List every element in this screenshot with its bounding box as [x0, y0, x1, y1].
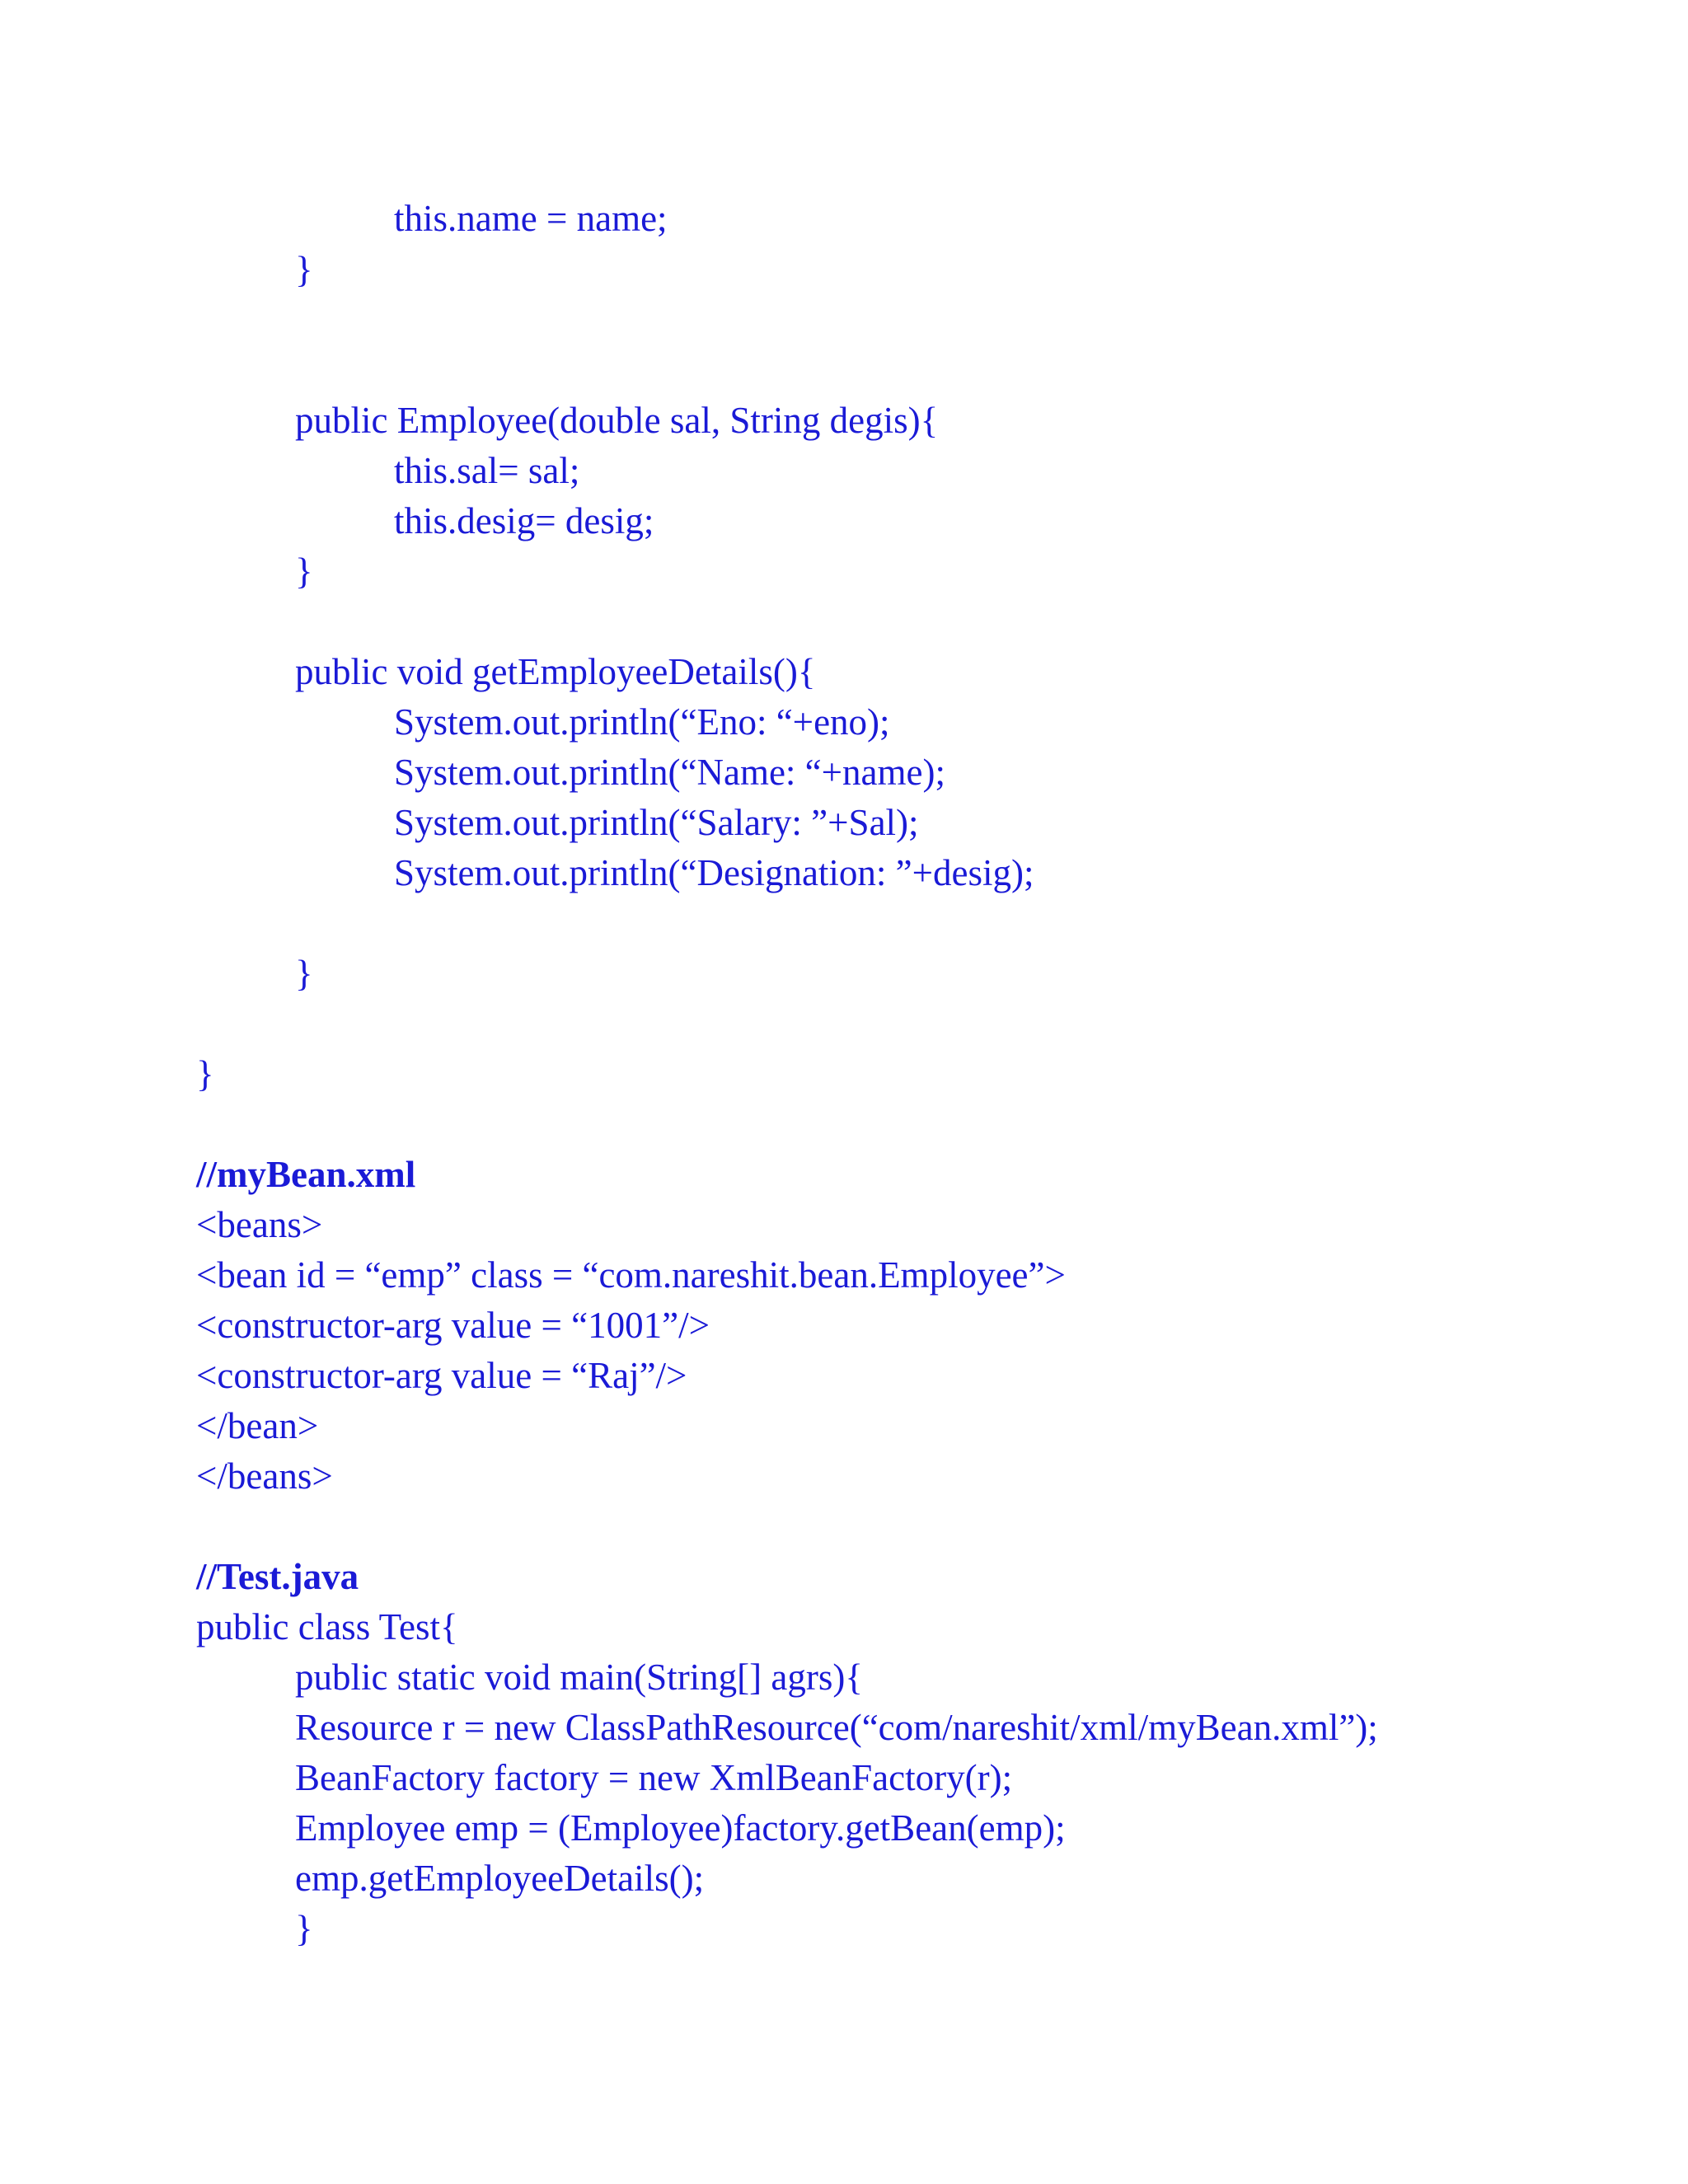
code-line: public class Test{ — [196, 1606, 458, 1647]
code-line: System.out.println(“Salary: ”+Sal); — [394, 802, 919, 843]
code-line: public static void main(String[] agrs){ — [295, 1657, 863, 1698]
code-line: <constructor-arg value = “Raj”/> — [196, 1355, 687, 1396]
section-heading: //myBean.xml — [196, 1154, 416, 1195]
code-line: } — [196, 1053, 214, 1094]
code-line: public void getEmployeeDetails(){ — [295, 651, 816, 692]
code-line: </bean> — [196, 1405, 319, 1446]
code-line: </beans> — [196, 1455, 333, 1497]
code-line: BeanFactory factory = new XmlBeanFactory(r); — [295, 1757, 1013, 1798]
code-line: System.out.println(“Eno: “+eno); — [394, 701, 890, 743]
code-line: } — [295, 953, 313, 994]
code-line: Resource r = new ClassPathResource(“com/nareshit/xml/myBean.xml”); — [295, 1707, 1378, 1748]
code-line: Employee emp = (Employee)factory.getBean(emp); — [295, 1807, 1066, 1849]
code-line: <beans> — [196, 1204, 323, 1245]
code-line: } — [295, 249, 313, 290]
code-line: this.name = name; — [394, 198, 668, 239]
code-line: emp.getEmployeeDetails(); — [295, 1858, 705, 1899]
code-line: System.out.println(“Designation: ”+desig); — [394, 852, 1034, 893]
code-line: <bean id = “emp” class = “com.nareshit.bean.Employee”> — [196, 1254, 1066, 1296]
code-line: this.sal= sal; — [394, 450, 580, 491]
code-line: this.desig= desig; — [394, 500, 654, 541]
code-line: System.out.println(“Name: “+name); — [394, 752, 945, 793]
code-line: } — [295, 551, 313, 592]
code-line: <constructor-arg value = “1001”/> — [196, 1305, 710, 1346]
code-line: } — [295, 1908, 313, 1949]
code-line: public Employee(double sal, String degis){ — [295, 400, 939, 441]
section-heading: //Test.java — [196, 1556, 359, 1597]
